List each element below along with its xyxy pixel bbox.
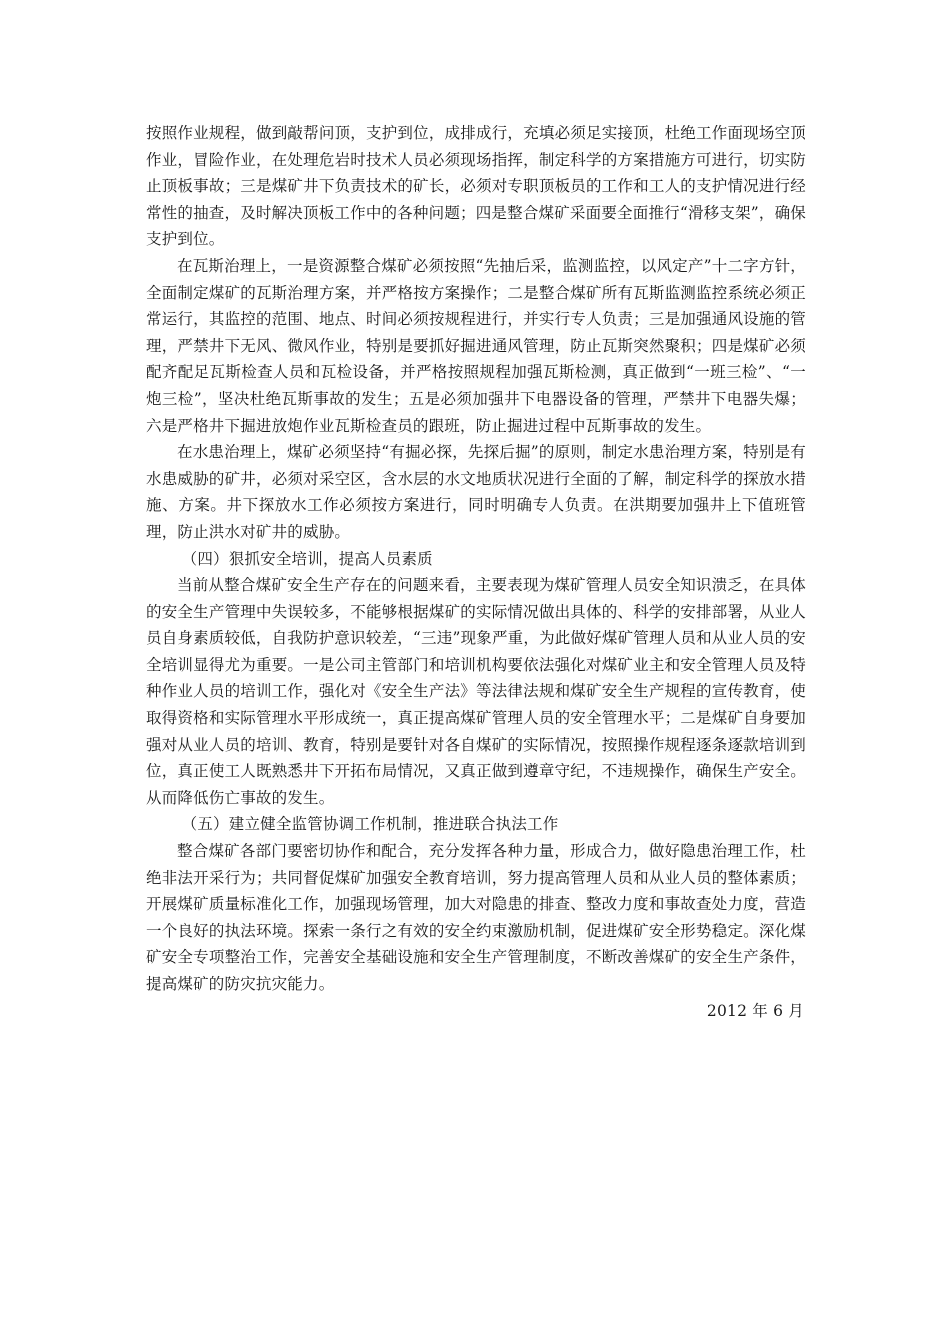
supervision-paragraph: 整合煤矿各部门要密切协作和配合，充分发挥各种力量，形成合力，做好隐患治理工作，杜绝非法开采行为；共同督促煤矿加强安全教育培训，努力提高管理人员和从业人员的整体素质；开展煤矿质量标准化工作，加强现场管理，加大对隐患的排查、整改力度和事故查处力度，营造一个良好的执法环境。探索一条行之有效的安全约束激励机制，促进煤矿安全形势稳定。深化煤矿安全专项整治工作，完善安全基础设施和安全生产管理制度，不断改善煤矿的安全生产条件，提高煤矿的防灾抗灾能力。 bbox=[146, 842, 806, 993]
document-date: 2012 年 6 月 bbox=[706, 1001, 804, 1020]
section-heading-training: （四）狠抓安全培训，提高人员素质 bbox=[181, 549, 433, 568]
roof-control-paragraph: 按照作业规程，做到敲帮问顶，支护到位，成排成行，充填必须足实接顶，杜绝工作面现场空顶作业，冒险作业，在处理危岩时技术人员必须现场指挥，制定科学的方案措施方可进行，切实防止顶板事故；三是煤矿井下负责技术的矿长，必须对专职顶板员的工作和工人的支护情况进行经常性的抽查，及时解决顶板工作中的各种问题；四是整合煤矿采面要全面推行“滑移支架”，确保支护到位。 bbox=[146, 124, 806, 249]
gas-control-paragraph: 在瓦斯治理上，一是资源整合煤矿必须按照“先抽后采，监测监控，以风定产”十二字方针，全面制定煤矿的瓦斯治理方案，并严格按方案操作；二是整合煤矿所有瓦斯监测监控系统必须正常运行，其监控的范围、地点、时间必须按规程进行，并实行专人负责；三是加强通风设施的管理，严禁井下无风、微风作业，特别是要抓好掘进通风管理，防止瓦斯突然聚积；四是煤矿必须配齐配足瓦斯检查人员和瓦检设备，并严格按照规程加强瓦斯检测，真正做到“一班三检”、“一炮三检”，坚决杜绝瓦斯事故的发生；五是必须加强井下电器设备的管理，严禁井下电器失爆；六是严格井下掘进放炮作业瓦斯检查员的跟班，防止掘进过程中瓦斯事故的发生。 bbox=[146, 256, 806, 435]
document-body bbox=[146, 120, 806, 1024]
section-heading-supervision: （五）建立健全监管协调工作机制，推进联合执法工作 bbox=[181, 815, 559, 834]
water-control-paragraph: 在水患治理上，煤矿必须坚持“有掘必探，先探后掘”的原则，制定水患治理方案，特别是有水患威胁的矿井，必须对采空区，含水层的水文地质状况进行全面的了解，制定科学的探放水措施、方案。井下探放水工作必须按方案进行，同时明确专人负责。在洪期要加强井上下值班管理，防止洪水对矿井的威胁。 bbox=[146, 443, 806, 541]
training-paragraph: 当前从整合煤矿安全生产存在的问题来看，主要表现为煤矿管理人员安全知识溃乏，在具体的安全生产管理中失误较多，不能够根据煤矿的实际情况做出具体的、科学的安排部署，从业人员自身素质较低，自我防护意识较差，“三违”现象严重，为此做好煤矿管理人员和从业人员的安全培训显得尤为重要。一是公司主管部门和培训机构要依法强化对煤矿业主和安全管理人员及特种作业人员的培训工作，强化对《安全生产法》等法律法规和煤矿安全生产规程的宣传教育，使取得资格和实际管理水平形成统一，真正提高煤矿管理人员的安全管理水平；二是煤矿自身要加强对从业人员的培训、教育，特别是要针对各自煤矿的实际情况，按照操作规程逐条逐款培训到位，真正使工人既熟悉井下开拓布局情况，又真正做到遵章守纪，不违规操作，确保生产安全。从而降低伤亡事故的发生。 bbox=[146, 576, 806, 807]
